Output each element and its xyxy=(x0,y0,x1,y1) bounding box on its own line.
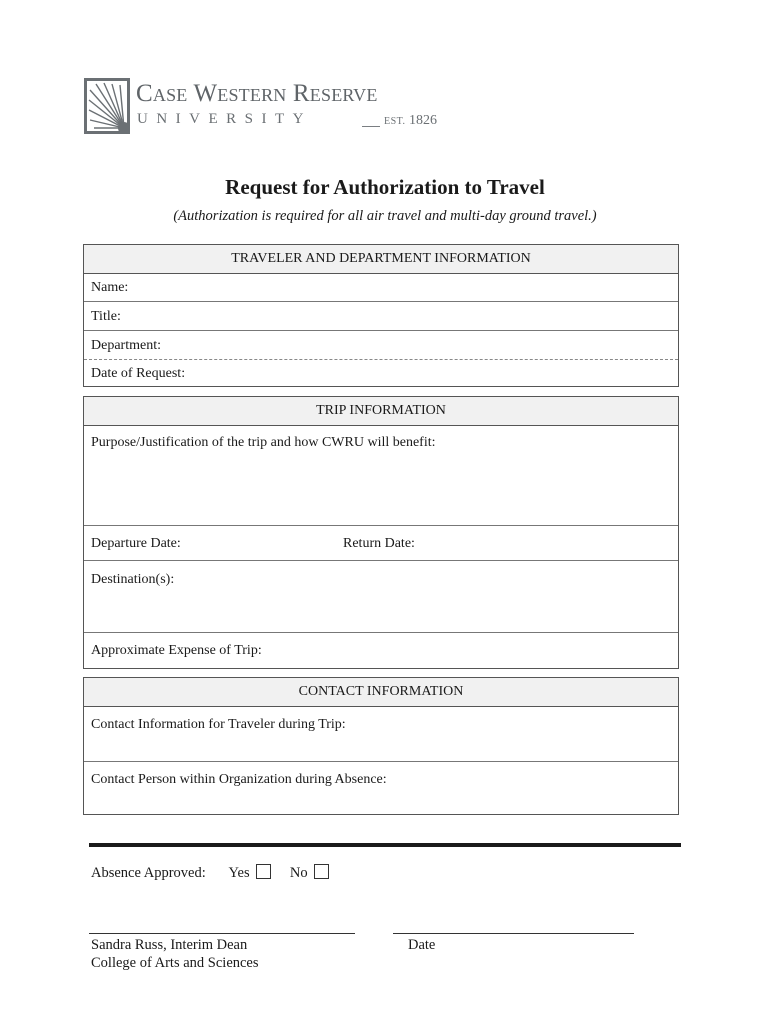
yes-checkbox[interactable] xyxy=(256,864,271,879)
return-date-label[interactable]: Return Date: xyxy=(343,536,415,551)
date-label: Date xyxy=(408,937,436,953)
section-divider xyxy=(89,843,681,847)
departure-date-label[interactable]: Departure Date: xyxy=(91,536,181,551)
department-field[interactable] xyxy=(84,331,678,360)
trip-section-heading: TRIP INFORMATION xyxy=(84,397,678,426)
absence-approved-label: Absence Approved: xyxy=(91,865,206,881)
purpose-label: Purpose/Justification of the trip and how CWRU will benefit: xyxy=(91,435,436,450)
traveler-section xyxy=(83,244,679,387)
department-label: Department: xyxy=(91,338,161,353)
purpose-field[interactable] xyxy=(84,426,678,526)
name-field[interactable] xyxy=(84,274,678,302)
trip-section xyxy=(83,396,679,669)
contact-person-label: Contact Person within Organization during Absence: xyxy=(91,772,387,787)
page-subtitle: (Authorization is required for all air travel and multi-day ground travel.) xyxy=(173,208,597,224)
expense-label: Approximate Expense of Trip: xyxy=(91,643,262,658)
traveler-contact-label: Contact Information for Traveler during Trip: xyxy=(91,717,346,732)
name-label: Name: xyxy=(91,280,129,295)
sunburst-logo-icon xyxy=(84,78,130,134)
traveler-contact-field[interactable] xyxy=(84,707,678,762)
date-signature-line[interactable] xyxy=(393,933,634,934)
logo-rule xyxy=(362,126,380,127)
dean-office: College of Arts and Sciences xyxy=(91,955,259,971)
logo-name-text: Case Western Reserve xyxy=(136,80,378,107)
date-of-request-label: Date of Request: xyxy=(91,366,186,381)
dates-row xyxy=(84,526,678,561)
contact-section xyxy=(83,677,679,815)
contact-section-heading: CONTACT INFORMATION xyxy=(84,678,678,707)
dean-signature-line[interactable] xyxy=(89,933,355,934)
title-label: Title: xyxy=(91,309,121,324)
dean-name: Sandra Russ, Interim Dean xyxy=(91,937,248,953)
no-label: No xyxy=(289,865,308,881)
logo-university-text: UNIVERSITY xyxy=(137,111,312,127)
date-of-request-field[interactable] xyxy=(84,360,678,388)
logo-established: EST. 1826 xyxy=(384,113,438,128)
destination-label: Destination(s): xyxy=(91,572,175,587)
destination-field[interactable] xyxy=(84,561,678,633)
no-checkbox[interactable] xyxy=(314,864,329,879)
university-logo xyxy=(84,78,438,138)
absence-approval xyxy=(91,864,329,882)
yes-label: Yes xyxy=(228,865,250,881)
contact-person-field[interactable] xyxy=(84,762,678,815)
page-title: Request for Authorization to Travel xyxy=(225,175,545,199)
traveler-section-heading: TRAVELER AND DEPARTMENT INFORMATION xyxy=(84,245,678,274)
title-field[interactable] xyxy=(84,302,678,331)
expense-field[interactable] xyxy=(84,633,678,669)
